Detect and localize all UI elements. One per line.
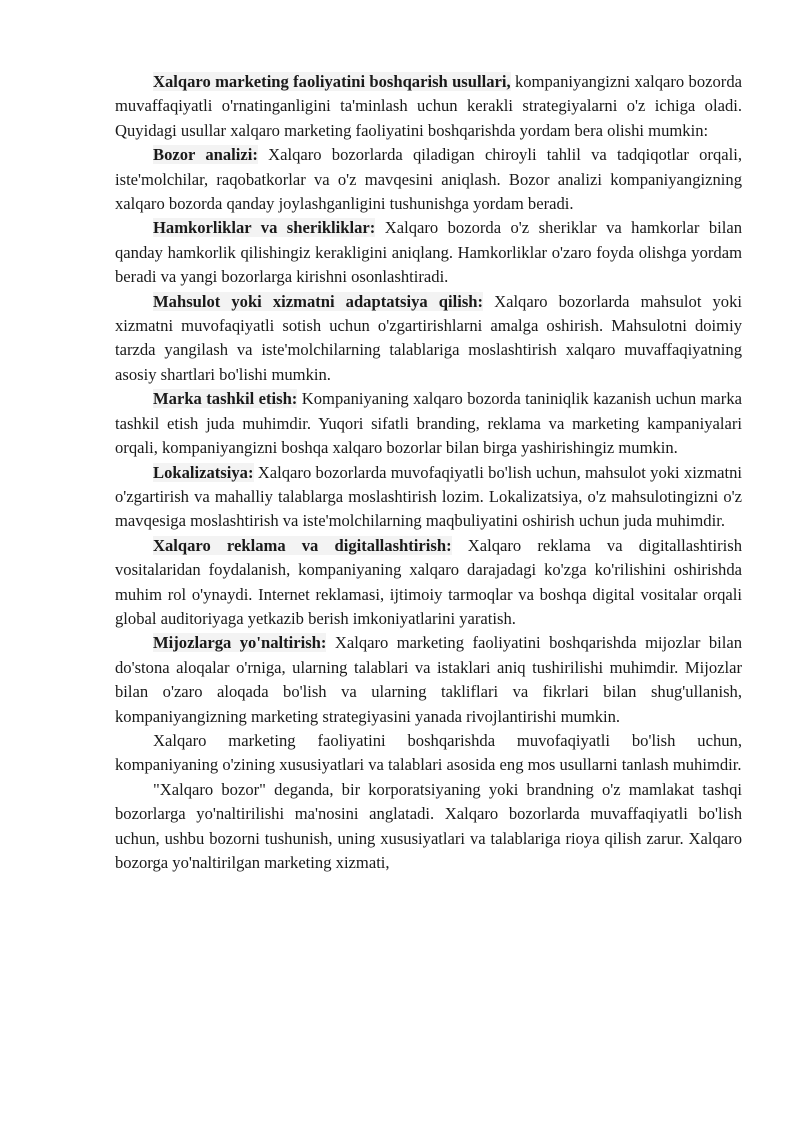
paragraph-text: Xalqaro bozorda o'z sheriklar va hamkorlar bilan qanday hamkorlik qilishingiz kerakligini aniqlang. Hamkorliklar o'zaro foyda olishga yordam beradi va yangi bozorlarga kirishni osonlashtiradi. <box>115 218 742 287</box>
paragraph-heading: Xalqaro reklama va digitallashtirish: <box>153 535 452 555</box>
paragraph-text: Xalqaro bozorlarda qiladigan chiroyli tahlil va tadqiqotlar orqali, iste'molchilar, raqobatkorlar va o'z mavqesini aniqlash. Bozor analizi kompaniyangizning xalqaro bozorda qanday joylashganligini tushunishga yordam beradi. <box>115 145 742 214</box>
paragraph-text: Xalqaro bozorlarda muvofaqiyatli bo'lish uchun, mahsulot yoki xizmatni o'zgartirish va mahalliy talablarga moslashtirish lozim. Lokalizatsiya, o'z mahsulotingizni o'z mavqesiga moslashtirish va iste'molchilarning maqbuliyatini oshirish uchun juda muhimdir. <box>115 462 742 531</box>
paragraph-text: Kompaniyaning xalqaro bozorda taniniqlik kazanish uchun marka tashkil etish juda muhimdir. Yuqori sifatli branding, reklama va marketing kampaniyalari orqali, kompaniyangizni boshqa xalqaro bozorlar bilan birga yashirishingiz mumkin. <box>115 389 742 458</box>
paragraph-text: Xalqaro marketing faoliyatini boshqarishda muvofaqiyatli bo'lish uchun, kompaniyaning o'zining xususiyatlari va talablari asosida eng mos usullarni tanlash muhimdir. <box>115 730 742 775</box>
paragraph-international-market <box>115 778 742 876</box>
paragraph-conclusion <box>115 729 742 778</box>
paragraph-market-analysis <box>115 143 742 216</box>
paragraph-text: Xalqaro marketing faoliyatini boshqarishda mijozlar bilan do'stona aloqalar o'rniga, ularning talablari va istaklari aniq tushirilishi muhimdir. Mijozlar bilan o'zaro aloqada bo'lish va ularning takliflari va fikrlari bilan shug'ullanish, kompaniyangizning marketing strategiyasini yanada rivojlantirishi mumkin. <box>115 633 743 726</box>
paragraph-heading: Lokalizatsiya: <box>153 462 254 482</box>
paragraph-advertising-digital <box>115 534 742 632</box>
document-page <box>115 70 742 875</box>
paragraph-heading: Mahsulot yoki xizmatni adaptatsiya qilish: <box>153 291 484 311</box>
paragraph-heading: Marka tashkil etish: <box>153 389 298 409</box>
paragraph-text: "Xalqaro bozor" deganda, bir korporatsiyaning yoki brandning o'z mamlakat tashqi bozorlarga yo'naltirilishi ma'nosini anglatadi. Xalqaro bozorlarda muvaffaqiyatli bo'lish uchun, ushbu bozorni tushunish, uning xususiyatlari va talablariga rioya qilish zarur. Xalqaro bozorga yo'naltirilgan marketing xizmati, <box>115 779 742 872</box>
paragraph-management-methods <box>115 70 742 143</box>
paragraph-text: Xalqaro reklama va digitallashtirish vositalaridan foydalanish, kompaniyaning xalqaro darajadagi ko'zga ko'rilishini oshirishda muhim rol o'ynaydi. Internet reklamasi, ijtimoiy tarmoqlar va boshqa digital vositalar orqali global auditoriyaga yetkazib berish imkoniyatlarini yaratish. <box>115 535 742 628</box>
paragraph-heading: Hamkorliklar va sherikliklar: <box>153 218 376 238</box>
paragraph-heading: Xalqaro marketing faoliyatini boshqarish usullari, <box>153 72 511 91</box>
paragraph-heading: Bozor analizi: <box>153 145 258 165</box>
paragraph-customer-orientation <box>115 631 742 729</box>
paragraph-heading: Mijozlarga yo'naltirish: <box>153 633 327 653</box>
paragraph-brand-building <box>115 387 742 460</box>
paragraph-text: Xalqaro bozorlarda mahsulot yoki xizmatni muvofaqiyatli sotish uchun o'zgartirishlarni amalga oshirish. Mahsulotni doimiy tarzda yangilash va iste'molchilarning talablariga moslashtirish xalqaro muvaffaqiyatning asosiy shartlari bo'lishi mumkin. <box>115 291 742 384</box>
paragraph-text: kompaniyangizni xalqaro bozorda muvaffaqiyatli o'rnatinganligini ta'minlash uchun kerakli strategiyalarni o'z ichiga oladi. Quyidagi usullar xalqaro marketing faoliyatini boshqarishda yordam bera olishi mumkin: <box>115 72 742 140</box>
paragraph-product-adaptation <box>115 290 742 388</box>
paragraph-localization <box>115 461 742 534</box>
paragraph-partnerships <box>115 216 742 289</box>
